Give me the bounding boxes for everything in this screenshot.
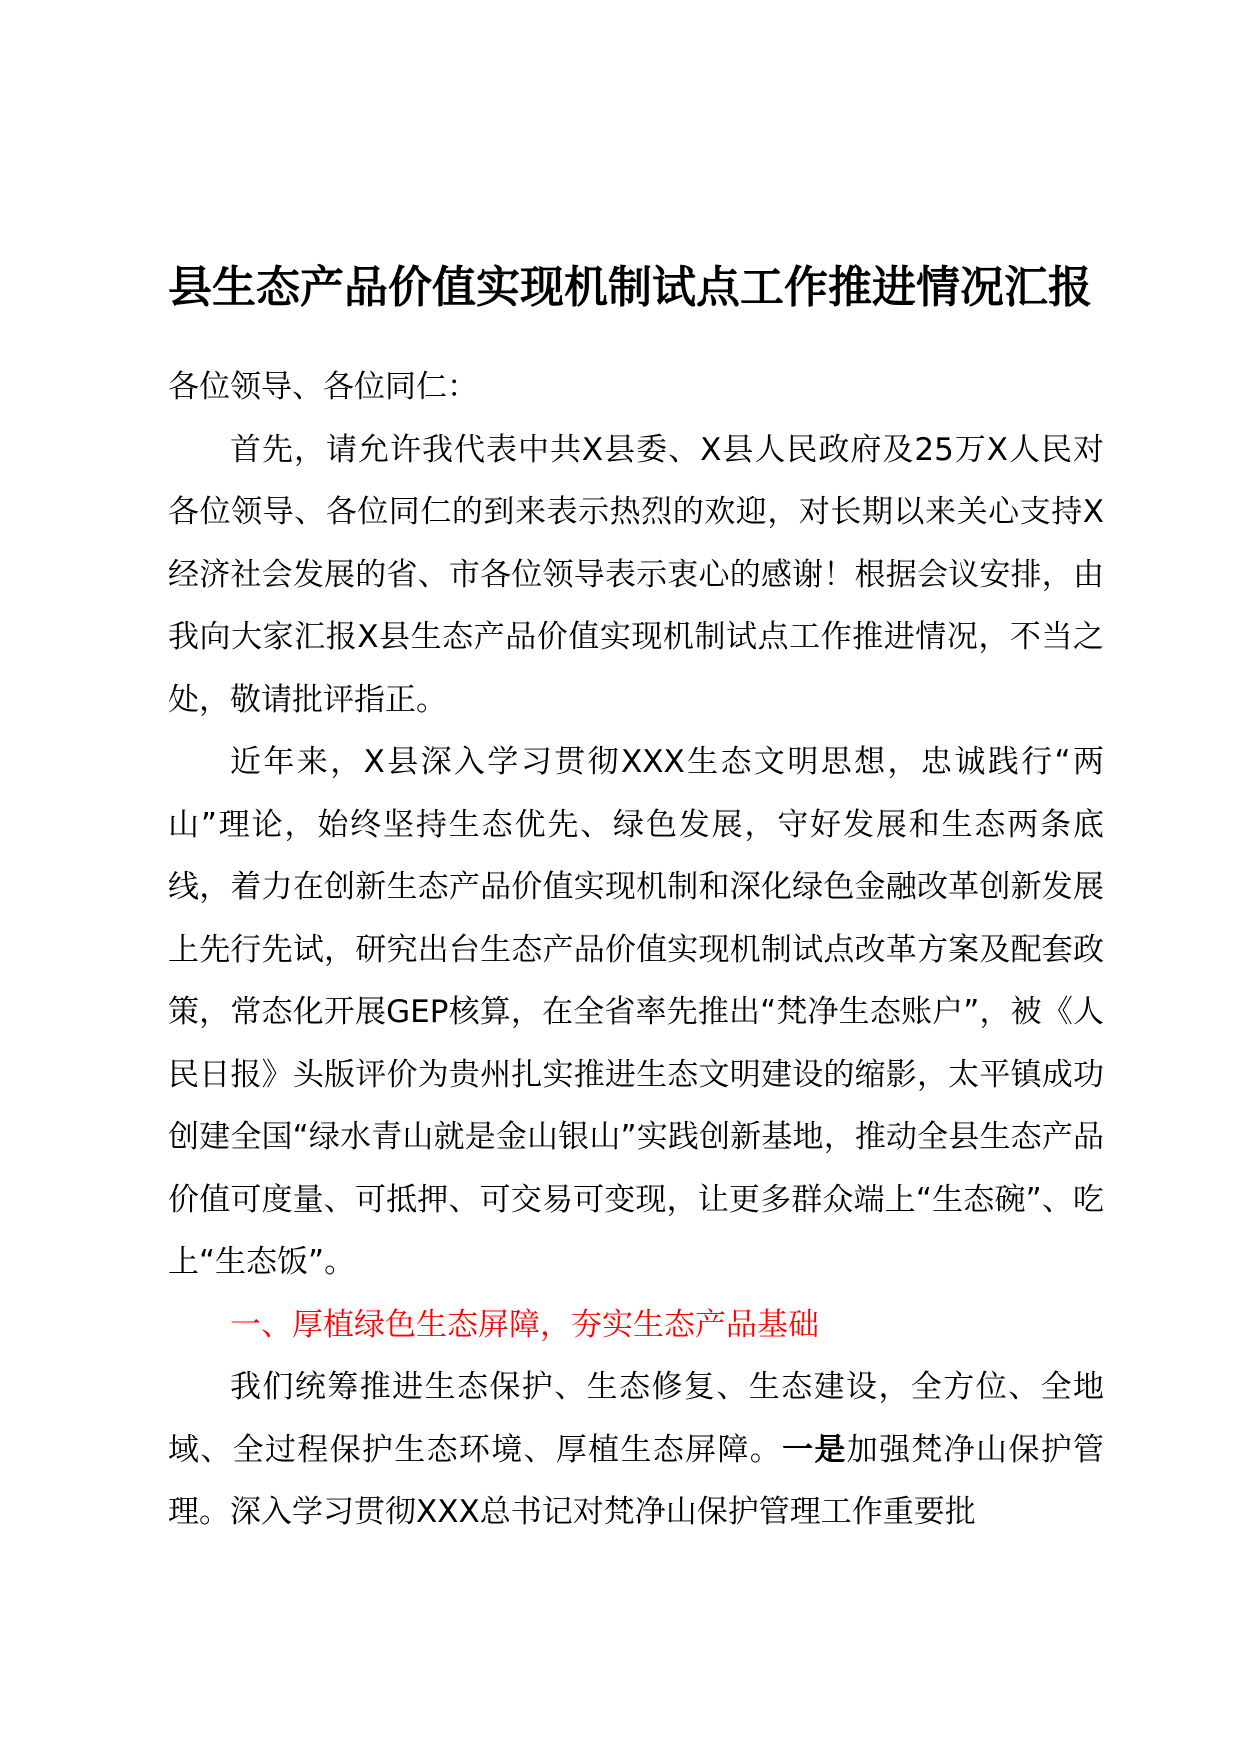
paragraph-section-1-end: 加强梵净山保护管理。深入学习贯彻XXX总书记对梵净山保护管理工作重要批 xyxy=(168,1431,1105,1530)
salutation: 各位领导、各位同仁： xyxy=(168,369,478,405)
document-body xyxy=(168,356,1104,1544)
paragraph-opening: 首先，请允许我代表中共X县委、X县人民政府及25万X人民对各位领导、各位同仁的到来表示热烈的欢迎，对长期以来关心支持X经济社会发展的省、市各位领导表示衷心的感谢！根据会议安排，由我向大家汇报X县生态产品价值实现机制试点工作推进情况，不当之处，敬请批评指正。 xyxy=(168,431,1104,718)
paragraph-section-1-start: 我们统筹推进生态保护、生态修复、生态建设，全方位、全地域、全过程保护生态环境、厚植生态屏障。 xyxy=(168,1369,1104,1468)
paragraph-section-1 xyxy=(168,1356,1104,1544)
paragraph-overview: 近年来，X县深入学习贯彻XXX生态文明思想，忠诚践行“两山”理论，始终坚持生态优先、绿色发展，守好发展和生态两条底线，着力在创新生态产品价值实现机制和深化绿色金融改革创新发展上先行先试，研究出台生态产品价值实现机制试点改革方案及配套政策，常态化开展GEP核算，在全省率先推出“梵净生态账户”，被《人民日报》头版评价为贵州扎实推进生态文明建设的缩影，太平镇成功创建全国“绿水青山就是金山银山”实践创新基地，推动全县生态产品价值可度量、可抵押、可交易可变现，让更多群众端上“生态碗”、吃上“生态饭”。 xyxy=(168,744,1104,1280)
paragraph-section-1-bold-marker: 一是 xyxy=(782,1431,847,1468)
document-title: 县生态产品价值实现机制试点工作推进情况汇报 xyxy=(168,262,1092,313)
section-heading-1: 一、厚植绿色生态屏障，夯实生态产品基础 xyxy=(230,1306,819,1343)
